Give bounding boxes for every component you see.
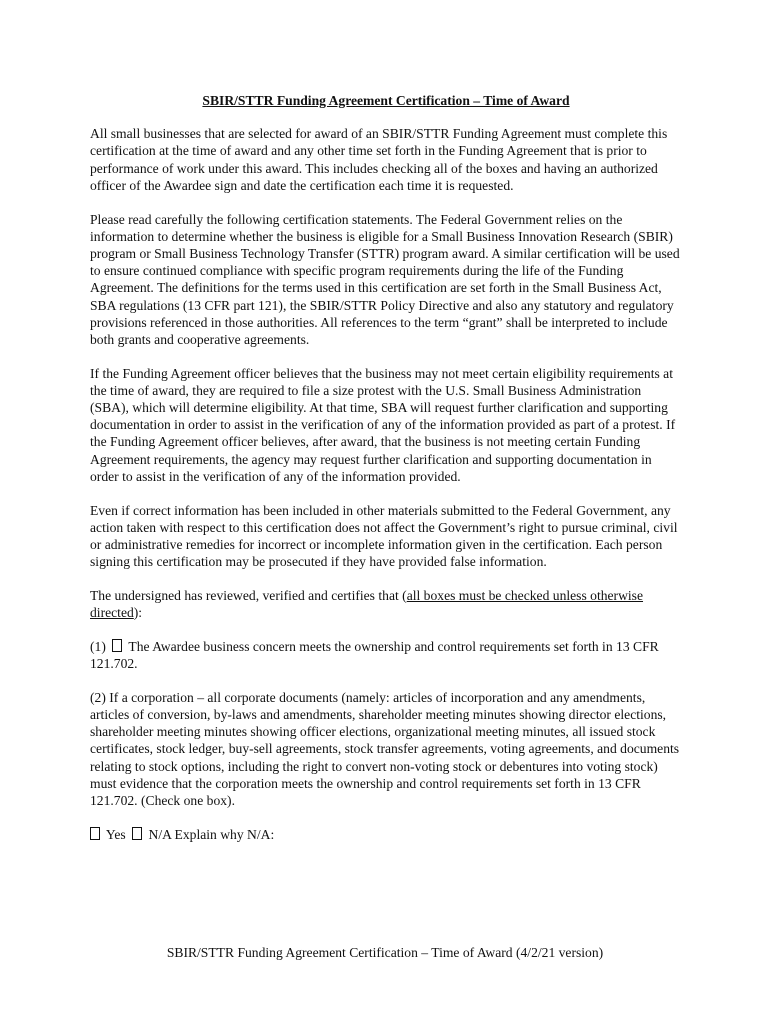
item-1-checkbox[interactable] xyxy=(112,639,122,652)
undersigned-instruction: all boxes must be checked unless otherwise directed xyxy=(90,587,644,621)
certification-item-1 xyxy=(90,638,682,672)
reliance-paragraph: Please read carefully the following certification statements. The Federal Government relies on the information to determine whether the business is eligible for a Small Business Innovation Research (SBIR) program or Small Business Technology Transfer (STTR) program award. A similar certification will be used to ensure continued compliance with specific program requirements during the life of the Funding Agreement. The definitions for the terms used in this certification are set forth in the Small Business Act, SBA regulations (13 CFR part 121), the SBIR/STTR Policy Directive and also any statutory and regulatory provisions referenced in those authorities. All references to the term “grant” shall be interpreted to include both grants and cooperative agreements. xyxy=(90,211,680,347)
item-1-number: (1) xyxy=(90,638,106,654)
undersigned-end: ): xyxy=(133,605,143,621)
remedies-paragraph: Even if correct information has been included in other materials submitted to the Federal Government, any action taken with respect to this certification does not affect the Government’s right to pursue criminal, civil or administrative remedies for incorrect or incomplete information given in the certification. Each person signing this certification may be prosecuted if they have provided false information. xyxy=(90,502,678,570)
document-title: SBIR/STTR Funding Agreement Certification – Time of Award xyxy=(202,93,570,108)
yes-checkbox[interactable] xyxy=(90,827,100,840)
intro-paragraph: All small businesses that are selected for award of an SBIR/STTR Funding Agreement must complete this certification at the time of award and any other time set forth in the Funding Agreement that is prior to performance of work under this award. This includes checking all of the boxes and having an authorized officer of the Awardee sign and date the certification each time it is requested. xyxy=(90,126,668,193)
page-footer: SBIR/STTR Funding Agreement Certification – Time of Award (4/2/21 version) xyxy=(166,945,604,960)
document-body xyxy=(90,92,682,859)
na-label: N/A Explain why N/A: xyxy=(148,826,275,842)
size-protest-paragraph: If the Funding Agreement officer believes that the business may not meet certain eligibility requirements at the time of award, they are required to file a size protest with the U.S. Small Business Administration (SBA), which will determine eligibility. At that time, SBA will request further clarification and supporting documentation in order to assist in the verification of any of the information provided as part of a protest. If the Funding Agreement officer believes, after award, that the business is not meeting certain Funding Agreement requirements, the agency may request further clarification and supporting documentation in order to assist in the verification of any of the information provided. xyxy=(90,365,676,484)
yes-label: Yes xyxy=(105,826,126,842)
item-2-options xyxy=(90,826,682,843)
item-1-text: The Awardee business concern meets the ownership and control requirements set forth in 13 CFR 121.702. xyxy=(90,638,659,671)
certification-item-2: (2) If a corporation – all corporate documents (namely: articles of incorporation and any amendments, articles of conversion, by-laws and amendments, shareholder meeting minutes showing director elections, shareholder meeting minutes showing officer elections, organizational meeting minutes, all issued stock certificates, stock ledger, buy-sell agreements, stock transfer agreements, voting agreements, and documents relating to stock options, including the right to convert non-voting stock or debentures into voting stock) must evidence that the corporation meets the ownership and control requirements set forth in 13 CFR 121.702. (Check one box). xyxy=(90,689,680,808)
na-checkbox[interactable] xyxy=(132,827,142,840)
undersigned-text: The undersigned has reviewed, verified and certifies that ( xyxy=(90,587,407,603)
undersigned-paragraph xyxy=(90,587,682,621)
